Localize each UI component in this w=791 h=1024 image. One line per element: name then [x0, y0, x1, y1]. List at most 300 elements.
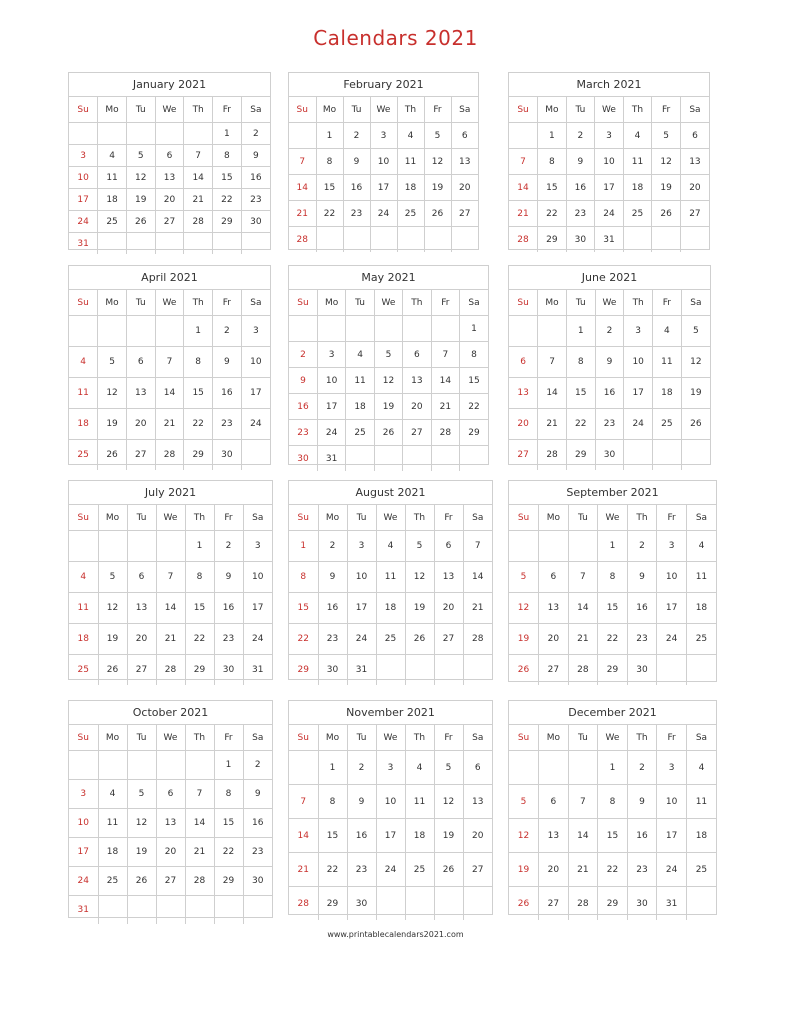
day-cell: 22 [213, 189, 242, 211]
empty-cell [538, 316, 567, 347]
day-cell: 9 [595, 347, 624, 378]
day-cell: 28 [509, 227, 538, 253]
day-cell: 1 [460, 316, 488, 342]
day-cell: 29 [538, 227, 567, 253]
day-cell: 17 [370, 175, 397, 201]
footer-url: www.printablecalendars2021.com [327, 930, 464, 939]
week-row [69, 189, 270, 211]
week-row [289, 785, 492, 819]
weekday-label: We [155, 97, 184, 123]
month-august [288, 480, 493, 680]
day-cell: 10 [370, 149, 397, 175]
day-cell: 1 [214, 751, 243, 780]
weekday-label: Su [509, 505, 539, 531]
weekday-label: Sa [243, 505, 272, 531]
day-cell: 23 [347, 853, 376, 887]
month-grid [69, 505, 272, 685]
empty-cell [69, 531, 98, 562]
weekday-label: Fr [213, 290, 242, 316]
day-cell: 30 [241, 211, 270, 233]
day-cell: 5 [681, 316, 710, 347]
day-cell: 15 [318, 819, 347, 853]
day-cell: 20 [451, 175, 478, 201]
day-cell: 19 [652, 175, 681, 201]
day-cell: 26 [652, 201, 681, 227]
empty-cell [316, 227, 343, 253]
empty-cell [460, 446, 488, 472]
page-title: Calendars 2021 [313, 26, 478, 50]
day-cell: 21 [156, 624, 185, 655]
day-cell: 11 [686, 785, 716, 819]
week-row [509, 887, 716, 921]
weekday-label: Th [397, 97, 424, 123]
week-row [289, 201, 478, 227]
empty-cell [686, 887, 716, 921]
day-cell: 19 [98, 409, 127, 440]
month-grid [509, 725, 716, 920]
day-cell: 14 [289, 175, 316, 201]
week-row [509, 149, 709, 175]
weekday-label: We [155, 290, 184, 316]
day-cell: 1 [184, 316, 213, 347]
week-row [289, 316, 488, 342]
empty-cell [98, 751, 127, 780]
day-cell: 9 [289, 368, 317, 394]
day-cell: 29 [598, 887, 628, 921]
day-cell: 7 [155, 347, 184, 378]
empty-cell [127, 896, 156, 925]
empty-cell [69, 751, 98, 780]
day-cell: 25 [686, 624, 716, 655]
weekday-label: Th [624, 290, 653, 316]
weekday-label: Mo [98, 505, 127, 531]
month-grid [509, 97, 709, 252]
day-cell: 23 [214, 624, 243, 655]
weekday-label: Tu [343, 97, 370, 123]
weekday-label: Sa [680, 97, 709, 123]
empty-cell [156, 751, 185, 780]
weekday-label: Fr [657, 725, 687, 751]
weekday-label: Sa [243, 725, 272, 751]
empty-cell [185, 751, 214, 780]
day-cell: 7 [568, 562, 598, 593]
day-cell: 28 [155, 440, 184, 471]
day-cell: 6 [680, 123, 709, 149]
month-grid [509, 505, 716, 685]
day-cell: 16 [318, 593, 347, 624]
day-cell: 18 [653, 378, 682, 409]
empty-cell [624, 440, 653, 471]
day-cell: 16 [343, 175, 370, 201]
month-december [508, 700, 717, 915]
weekday-label: Su [509, 290, 538, 316]
day-cell: 20 [509, 409, 538, 440]
weekday-label: We [595, 97, 624, 123]
day-cell: 4 [397, 123, 424, 149]
day-cell: 7 [289, 149, 316, 175]
day-cell: 14 [568, 593, 598, 624]
day-cell: 2 [566, 123, 595, 149]
day-cell: 19 [434, 819, 463, 853]
week-row [69, 867, 272, 896]
week-row [69, 347, 270, 378]
day-cell: 3 [243, 531, 272, 562]
month-grid [509, 290, 710, 470]
day-cell: 22 [184, 409, 213, 440]
day-cell: 25 [397, 201, 424, 227]
week-row [509, 409, 710, 440]
day-cell: 8 [214, 780, 243, 809]
week-row [509, 593, 716, 624]
empty-cell [184, 123, 213, 145]
week-row [509, 531, 716, 562]
day-cell: 31 [657, 887, 687, 921]
weekday-label: Tu [126, 97, 155, 123]
month-title: March 2021 [509, 73, 709, 97]
month-grid [289, 725, 492, 920]
day-cell: 31 [69, 233, 98, 255]
day-cell: 7 [509, 149, 538, 175]
week-row [509, 624, 716, 655]
week-row [69, 211, 270, 233]
week-row [69, 562, 272, 593]
day-cell: 18 [98, 838, 127, 867]
day-cell: 25 [98, 867, 127, 896]
empty-cell [69, 123, 98, 145]
weekday-label: We [598, 505, 628, 531]
day-cell: 13 [156, 809, 185, 838]
empty-cell [185, 896, 214, 925]
day-cell: 3 [317, 342, 345, 368]
week-row [69, 167, 270, 189]
day-cell: 10 [624, 347, 653, 378]
day-cell: 17 [241, 378, 270, 409]
day-cell: 6 [451, 123, 478, 149]
week-row [69, 145, 270, 167]
month-march [508, 72, 710, 250]
day-cell: 29 [566, 440, 595, 471]
day-cell: 19 [509, 853, 539, 887]
empty-cell [686, 655, 716, 686]
week-row [69, 593, 272, 624]
empty-cell [370, 227, 397, 253]
day-cell: 18 [346, 394, 374, 420]
day-cell: 26 [509, 887, 539, 921]
day-cell: 17 [376, 819, 405, 853]
weekday-header-row [289, 97, 478, 123]
day-cell: 27 [539, 655, 569, 686]
week-row [289, 394, 488, 420]
day-cell: 10 [69, 167, 98, 189]
empty-cell [289, 123, 316, 149]
week-row [289, 887, 492, 921]
weekday-label: Fr [214, 505, 243, 531]
day-cell: 30 [566, 227, 595, 253]
empty-cell [403, 316, 431, 342]
empty-cell [184, 233, 213, 255]
month-january [68, 72, 271, 250]
day-cell: 26 [434, 853, 463, 887]
day-cell: 31 [347, 655, 376, 686]
day-cell: 6 [509, 347, 538, 378]
day-cell: 27 [126, 440, 155, 471]
day-cell: 11 [346, 368, 374, 394]
weekday-label: Sa [241, 97, 270, 123]
week-row [289, 751, 492, 785]
month-february [288, 72, 479, 250]
day-cell: 9 [213, 347, 242, 378]
week-row [509, 440, 710, 471]
day-cell: 13 [434, 562, 463, 593]
month-grid [69, 97, 270, 254]
day-cell: 17 [657, 593, 687, 624]
weekday-label: Su [69, 97, 98, 123]
day-cell: 21 [568, 853, 598, 887]
weekday-header-row [289, 505, 492, 531]
day-cell: 3 [241, 316, 270, 347]
empty-cell [376, 655, 405, 686]
week-row [289, 368, 488, 394]
day-cell: 5 [98, 562, 127, 593]
weekday-header-row [509, 505, 716, 531]
empty-cell [623, 227, 652, 253]
week-row [69, 233, 270, 255]
empty-cell [405, 655, 434, 686]
day-cell: 23 [566, 201, 595, 227]
day-cell: 11 [405, 785, 434, 819]
day-cell: 20 [403, 394, 431, 420]
day-cell: 22 [289, 624, 318, 655]
day-cell: 15 [316, 175, 343, 201]
day-cell: 16 [289, 394, 317, 420]
month-title: January 2021 [69, 73, 270, 97]
day-cell: 19 [681, 378, 710, 409]
weekday-label: Th [403, 290, 431, 316]
day-cell: 15 [598, 819, 628, 853]
weekday-label: Th [405, 725, 434, 751]
week-row [289, 175, 478, 201]
empty-cell [463, 655, 492, 686]
day-cell: 17 [69, 189, 98, 211]
day-cell: 6 [126, 347, 155, 378]
day-cell: 30 [595, 440, 624, 471]
day-cell: 23 [241, 189, 270, 211]
day-cell: 14 [185, 809, 214, 838]
week-row [289, 123, 478, 149]
month-grid [289, 290, 488, 471]
day-cell: 3 [376, 751, 405, 785]
day-cell: 16 [627, 819, 657, 853]
day-cell: 12 [509, 593, 539, 624]
day-cell: 18 [397, 175, 424, 201]
empty-cell [509, 316, 538, 347]
day-cell: 25 [653, 409, 682, 440]
empty-cell [155, 123, 184, 145]
day-cell: 2 [627, 531, 657, 562]
day-cell: 21 [155, 409, 184, 440]
day-cell: 5 [374, 342, 402, 368]
weekday-label: Mo [98, 97, 127, 123]
day-cell: 30 [213, 440, 242, 471]
day-cell: 25 [376, 624, 405, 655]
weekday-label: Fr [431, 290, 459, 316]
empty-cell [431, 446, 459, 472]
day-cell: 14 [509, 175, 538, 201]
day-cell: 24 [69, 211, 98, 233]
weekday-header-row [509, 290, 710, 316]
empty-cell [539, 531, 569, 562]
week-row [509, 227, 709, 253]
day-cell: 4 [98, 145, 127, 167]
day-cell: 29 [214, 867, 243, 896]
day-cell: 26 [509, 655, 539, 686]
month-may [288, 265, 489, 465]
weekday-label: Tu [127, 725, 156, 751]
day-cell: 13 [539, 819, 569, 853]
day-cell: 4 [405, 751, 434, 785]
day-cell: 1 [316, 123, 343, 149]
day-cell: 16 [595, 378, 624, 409]
weekday-header-row [289, 290, 488, 316]
week-row [289, 624, 492, 655]
day-cell: 22 [598, 853, 628, 887]
week-row [509, 562, 716, 593]
day-cell: 9 [318, 562, 347, 593]
day-cell: 25 [686, 853, 716, 887]
week-row [509, 378, 710, 409]
weekday-label: Fr [213, 97, 242, 123]
weekday-label: Su [69, 290, 98, 316]
day-cell: 26 [374, 420, 402, 446]
day-cell: 18 [376, 593, 405, 624]
day-cell: 8 [538, 149, 567, 175]
day-cell: 18 [686, 819, 716, 853]
weekday-label: Mo [539, 725, 569, 751]
day-cell: 30 [627, 887, 657, 921]
weekday-label: Su [289, 290, 317, 316]
day-cell: 21 [185, 838, 214, 867]
day-cell: 19 [98, 624, 127, 655]
weekday-label: Tu [126, 290, 155, 316]
empty-cell [155, 233, 184, 255]
day-cell: 15 [213, 167, 242, 189]
empty-cell [289, 751, 318, 785]
weekday-label: We [374, 290, 402, 316]
weekday-label: Tu [566, 290, 595, 316]
month-title: February 2021 [289, 73, 478, 97]
day-cell: 12 [374, 368, 402, 394]
weekday-label: Th [627, 505, 657, 531]
day-cell: 7 [538, 347, 567, 378]
empty-cell [126, 233, 155, 255]
day-cell: 12 [127, 809, 156, 838]
weekday-label: Sa [460, 290, 488, 316]
day-cell: 16 [627, 593, 657, 624]
weekday-label: Su [69, 725, 98, 751]
week-row [289, 227, 478, 253]
empty-cell [463, 887, 492, 921]
week-row [289, 149, 478, 175]
weekday-label: Sa [451, 97, 478, 123]
empty-cell [405, 887, 434, 921]
day-cell: 10 [243, 562, 272, 593]
empty-cell [126, 123, 155, 145]
day-cell: 24 [347, 624, 376, 655]
month-grid [69, 290, 270, 470]
empty-cell [155, 316, 184, 347]
day-cell: 29 [598, 655, 628, 686]
day-cell: 23 [595, 409, 624, 440]
empty-cell [241, 233, 270, 255]
day-cell: 28 [431, 420, 459, 446]
day-cell: 20 [463, 819, 492, 853]
day-cell: 7 [185, 780, 214, 809]
day-cell: 4 [346, 342, 374, 368]
day-cell: 15 [289, 593, 318, 624]
day-cell: 21 [463, 593, 492, 624]
empty-cell [509, 123, 538, 149]
weekday-label: Tu [568, 505, 598, 531]
day-cell: 13 [403, 368, 431, 394]
weekday-label: Sa [463, 725, 492, 751]
day-cell: 5 [509, 562, 539, 593]
day-cell: 26 [127, 867, 156, 896]
week-row [289, 531, 492, 562]
day-cell: 31 [595, 227, 624, 253]
weekday-label: Sa [686, 725, 716, 751]
empty-cell [289, 316, 317, 342]
weekday-label: Th [627, 725, 657, 751]
day-cell: 5 [98, 347, 127, 378]
day-cell: 14 [568, 819, 598, 853]
day-cell: 12 [652, 149, 681, 175]
day-cell: 21 [568, 624, 598, 655]
day-cell: 2 [347, 751, 376, 785]
week-row [69, 624, 272, 655]
day-cell: 9 [343, 149, 370, 175]
day-cell: 2 [213, 316, 242, 347]
day-cell: 22 [214, 838, 243, 867]
empty-cell [434, 887, 463, 921]
day-cell: 9 [243, 780, 272, 809]
day-cell: 3 [347, 531, 376, 562]
day-cell: 4 [653, 316, 682, 347]
day-cell: 8 [598, 785, 628, 819]
weekday-label: Sa [463, 505, 492, 531]
month-grid [69, 725, 272, 924]
week-row [69, 440, 270, 471]
day-cell: 2 [289, 342, 317, 368]
empty-cell [397, 227, 424, 253]
weekday-label: Mo [318, 725, 347, 751]
day-cell: 23 [318, 624, 347, 655]
day-cell: 19 [374, 394, 402, 420]
day-cell: 7 [431, 342, 459, 368]
day-cell: 1 [566, 316, 595, 347]
weekday-label: We [156, 725, 185, 751]
day-cell: 17 [595, 175, 624, 201]
weekday-label: Mo [538, 97, 567, 123]
day-cell: 28 [289, 887, 318, 921]
day-cell: 6 [434, 531, 463, 562]
weekday-header-row [69, 505, 272, 531]
day-cell: 6 [539, 562, 569, 593]
day-cell: 31 [69, 896, 98, 925]
weekday-label: We [595, 290, 624, 316]
empty-cell [243, 896, 272, 925]
day-cell: 29 [289, 655, 318, 686]
day-cell: 8 [185, 562, 214, 593]
